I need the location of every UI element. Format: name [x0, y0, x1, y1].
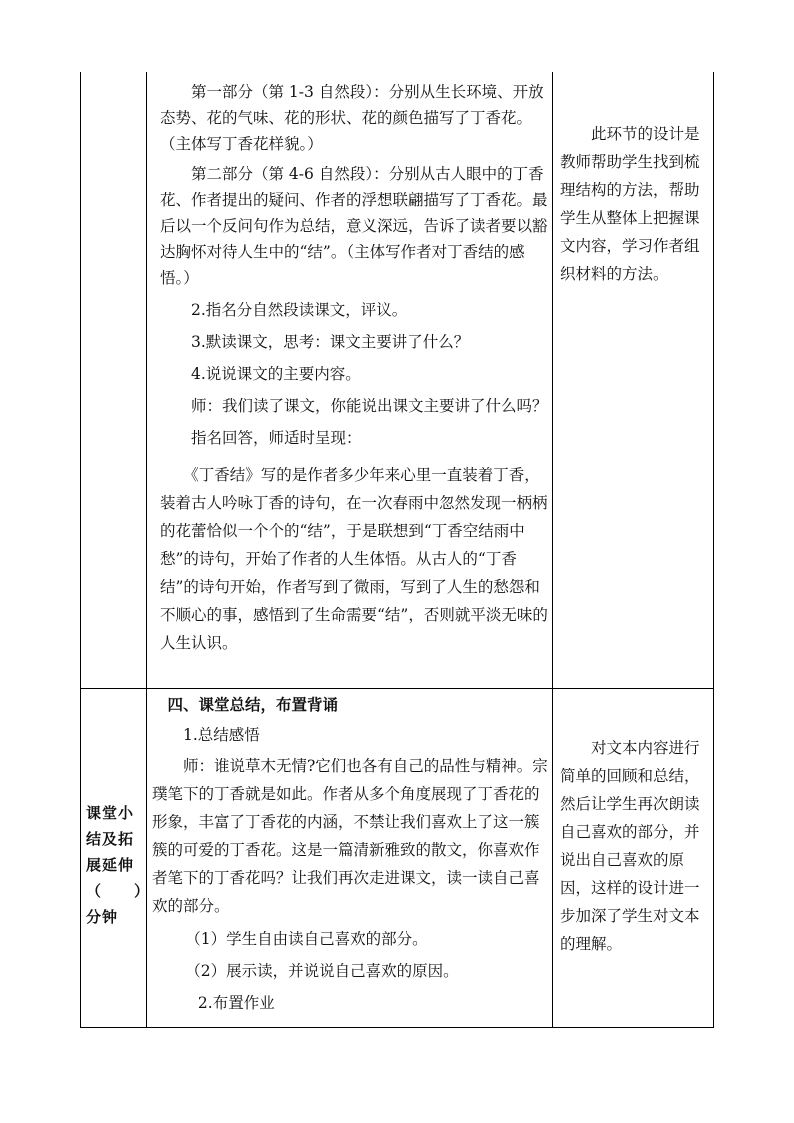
step-4: 4.说说课文的主要内容。 — [160, 365, 361, 383]
homework-heading: 2.布置作业 — [162, 994, 275, 1012]
paragraph-part-one: 第一部分（第 1-3 自然段）：分别从生长环境、开放态势、花的气味、花的形状、花的颜色描写了丁香花。（主体写丁香花样貌。） — [160, 83, 544, 153]
design-note-text-2: 对文本内容进行简单的回顾和总结，然后让学生再次朗读自己喜欢的部分，并说出自己喜欢的原因，这样的设计进一步加深了学生对文本的理解。 — [560, 739, 700, 953]
row1-main-cell — [160, 79, 552, 657]
summary-paragraph: 《丁香结》写的是作者多少年来心里一直装着丁香，装着古人吟咏丁香的诗句，在一次春雨中忽然发现一柄柄的花蕾恰似一个个的“结”，于是联想到“丁香空结雨中愁”的诗句，开始了作者的人生体悟。从古人的“丁香结”的诗句开始，作者写到了微雨，写到了人生的愁怨和不顺心的事，感悟到了生命需要“结”，否则就平淡无味的人生认识。 — [160, 466, 548, 652]
reading-task-1: （1）学生自由读自己喜欢的部分。 — [162, 930, 428, 948]
table-divider-1 — [146, 72, 147, 1028]
design-note-text: 此环节的设计是教师帮助学生找到梳理结构的方法，帮助学生从整体上把握课文内容，学习作者组织材料的方法。 — [560, 125, 700, 283]
teacher-question: 师：我们读了课文，你能说出课文主要讲了什么吗？ — [160, 397, 548, 415]
teacher-summary-paragraph: 师：谁说草木无情?它们也各有自己的品性与精神。宗璞笔下的丁香就是如此。作者从多个角度展现了丁香花的形象，丰富了丁香花的内涵，不禁让我们喜欢上了这一簇簇的可爱的丁香花。这是一篇清新雅致的散文，你喜欢作者笔下的丁香花吗？让我们再次走进课文，读一读自己喜欢的部分。 — [152, 757, 548, 915]
row2-stage-label — [86, 800, 146, 930]
row-divider — [80, 688, 714, 689]
table-border-left — [80, 72, 81, 1028]
row2-main-cell — [152, 692, 550, 1016]
step-summary: 1.总结感悟 — [152, 726, 260, 744]
paragraph-part-two: 第二部分（第 4-6 自然段）：分别从古人眼中的丁香花、作者提出的疑问、作者的浮想联翩描写了丁香花。最后以一个反问句作为总结，意义深远，告诉了读者要以豁达胸怀对待人生中的“结”。（主体写作者对丁香结的感悟。） — [160, 165, 548, 287]
table-border-bottom — [80, 1027, 714, 1028]
section-heading: 四、课堂总结，布置背诵 — [152, 696, 339, 714]
step-3: 3.默读课文，思考：课文主要讲了什么？ — [160, 333, 470, 351]
row1-design-note — [560, 120, 710, 288]
row2-design-note — [560, 734, 710, 958]
teacher-instruction: 指名回答，师适时呈现： — [160, 429, 362, 447]
reading-task-2: （2）展示读，并说说自己喜欢的原因。 — [162, 962, 459, 980]
stage-label-text: 课堂小结及拓展延伸（ ）分钟 — [86, 804, 143, 926]
table-border-right — [713, 72, 714, 1028]
step-2: 2.指名分自然段读课文，评议。 — [160, 301, 408, 319]
table-divider-2 — [552, 72, 553, 1028]
